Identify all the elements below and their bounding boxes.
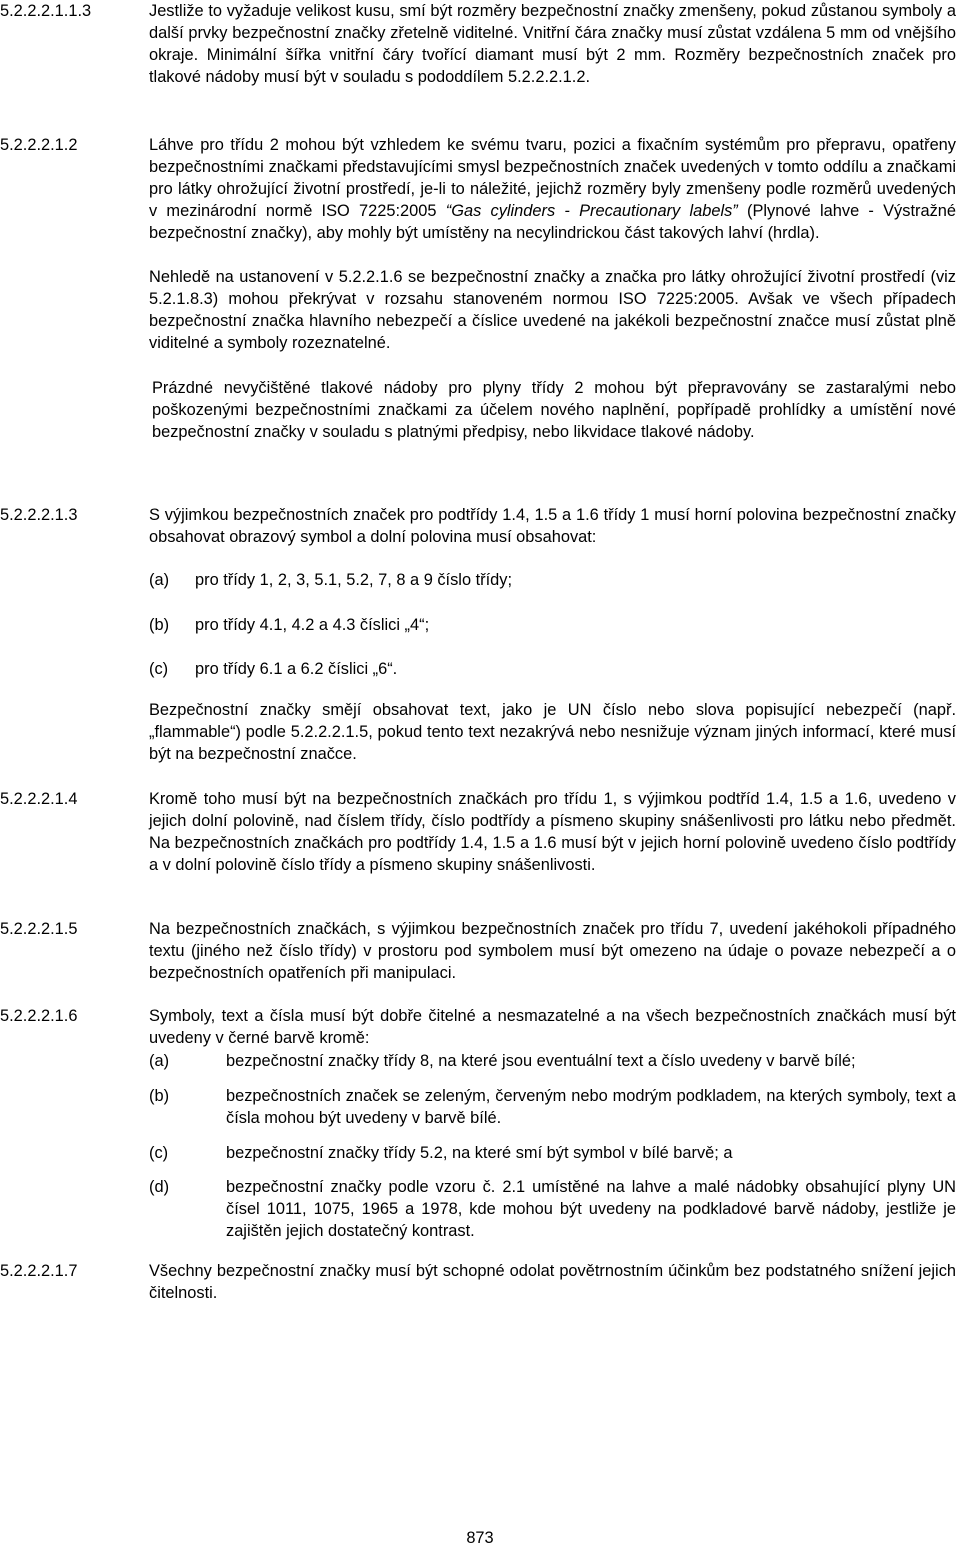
paragraph (149, 134, 956, 244)
paragraph: Všechny bezpečnostní značky musí být schopné odolat povětrnostním účinkům bez podstatného snížení jejich čitelnosti. (149, 1262, 956, 1302)
section-number: 5.2.2.2.1.7 (0, 1262, 78, 1280)
list-item-text: bezpečnostní značky třídy 8, na které jsou eventuální text a číslo uvedeny v barvě bílé; (226, 1052, 856, 1070)
list-item-label: (a) (149, 571, 170, 589)
list-item-label: (c) (149, 660, 169, 678)
section-body (149, 918, 956, 984)
list-item-text: bezpečnostních značek se zeleným, červeným nebo modrým podkladem, na kterých symboly, text a čísla mohou být uvedeny v barvě bílé. (226, 1087, 956, 1127)
section-body (149, 1260, 956, 1304)
section-number: 5.2.2.2.1.4 (0, 790, 78, 808)
paragraph: Na bezpečnostních značkách, s výjimkou bezpečnostních značek pro třídu 7, uvedení jakéhokoli případného textu (jiného než číslo třídy) v prostoru pod symbolem musí být omezeno na údaje o povaze nebezpečí a o bezpečnostních opatřeních při manipulaci. (149, 920, 956, 982)
paragraph: Nehledě na ustanovení v 5.2.2.1.6 se bezpečnostní značky a značka pro látky ohrožující životní prostředí (viz 5.2.1.8.3) mohou překrývat v rozsahu stanoveném normou ISO 7225:2005. Avšak ve všech případech bezpečnostní značka hlavního nebezpečí a číslice uvedené na jakékoli bezpečnostní značce musí zůstat plně viditelné a symboly rozeznatelné. (149, 268, 956, 352)
list-item-label: (c) (149, 1144, 169, 1162)
list-item-label: (b) (149, 1087, 170, 1105)
paragraph: Kromě toho musí být na bezpečnostních značkách pro třídu 1, s výjimkou podtříd 1.4, 1.5 a 1.6, uvedeno v jejich dolní polovině, nad číslem třídy, číslo podtřídy a písmeno skupiny snášenlivosti pro látku nebo předmět. Na bezpečnostních značkách pro podtřídy 1.4, 1.5 a 1.6 musí být v jejich horní polovině uvedeno číslo podtřídy a v dolní polovině číslo třídy a písmeno skupiny snášenlivosti. (149, 790, 956, 874)
list-item-label: (b) (149, 616, 170, 634)
section-number: 5.2.2.2.1.3 (0, 506, 78, 524)
list-item-text: pro třídy 6.1 a 6.2 číslici „6“. (195, 660, 398, 678)
section-body (149, 134, 956, 443)
section-body (149, 504, 956, 548)
paragraph: S výjimkou bezpečnostních značek pro podtřídy 1.4, 1.5 a 1.6 třídy 1 musí horní polovina bezpečnostní značky obsahovat obrazový symbol a dolní polovina musí obsahovat: (149, 506, 956, 546)
list-item-text: bezpečnostní značky podle vzoru č. 2.1 umístěné na lahve a malé nádobky obsahující plyny UN čísel 1011, 1075, 1965 a 1978, kde mohou být uvedeny na podkladové barvě nádoby, jestliže je zajištěn jejich dostatečný kontrast. (226, 1178, 956, 1240)
paragraph: Bezpečnostní značky smějí obsahovat text, jako je UN číslo nebo slova popisující nebezpečí (např. „flammable“) podle 5.2.2.2.1.5, pokud tento text nezakrývá nebo nesnižuje význam jiných informací, které musí být na bezpečnostní značce. (149, 701, 956, 763)
section-body (149, 788, 956, 876)
section-body (149, 1005, 956, 1049)
section-number: 5.2.2.2.1.6 (0, 1007, 78, 1025)
list-item-text: bezpečnostní značky třídy 5.2, na které smí být symbol v bílé barvě; a (226, 1144, 733, 1162)
section-number: 5.2.2.2.1.5 (0, 920, 78, 938)
paragraph: Prázdné nevyčištěné tlakové nádoby pro plyny třídy 2 mohou být přepravovány se zastaralými nebo poškozenými bezpečnostními značkami za účelem nového naplnění, popřípadě prohlídky a umístění nové bezpečnostní značky v souladu s platnými předpisy, nebo likvidace tlakové nádoby. (152, 379, 956, 441)
section-body (149, 699, 956, 765)
section-body (149, 0, 956, 88)
paragraph-text: (Plynové lahve - Výstražné bezpečnostní značky), aby mohly být umístěny na necylindrickou část takových lahví (hrdla). (149, 202, 956, 242)
standard-title: “Gas cylinders - Precautionary labels” (445, 202, 738, 220)
paragraph: Symboly, text a čísla musí být dobře čitelné a nesmazatelné a na všech bezpečnostních značkách musí být uvedeny v černé barvě kromě: (149, 1007, 956, 1047)
list-item-label: (d) (149, 1178, 170, 1196)
list-item-text: pro třídy 1, 2, 3, 5.1, 5.2, 7, 8 a 9 číslo třídy; (195, 571, 513, 589)
list-item-label: (a) (149, 1052, 170, 1070)
section-number: 5.2.2.2.1.1.3 (0, 2, 92, 20)
paragraph: Jestliže to vyžaduje velikost kusu, smí být rozměry bezpečnostní značky zmenšeny, pokud zůstanou symboly a další prvky bezpečnostní značky zřetelně viditelné. Vnitřní čára značky musí zůstat vzdálena 5 mm od vnějšího okraje. Minimální šířka vnitřní čáry tvořící diamant musí být 2 mm. Rozměry bezpečnostních značek pro tlakové nádoby musí být v souladu s pododdílem 5.2.2.2.1.2. (149, 2, 956, 86)
page-number: 873 (466, 1529, 494, 1547)
list-item-text: pro třídy 4.1, 4.2 a 4.3 číslici „4“; (195, 616, 430, 634)
paragraph-text: Láhve pro třídu 2 mohou být vzhledem ke svému tvaru, pozici a fixačním systémům pro přepravu, opatřeny bezpečnostními značkami představujícími smysl bezpečnostních značek uvedených v tomto oddílu a značkami pro látky ohrožující životní prostředí, je-li to náležité, jejichž rozměry byly zmenšeny podle rozměrů uvedených v mezinárodní normě ISO 7225:2005 (149, 136, 956, 220)
section-number: 5.2.2.2.1.2 (0, 136, 78, 154)
